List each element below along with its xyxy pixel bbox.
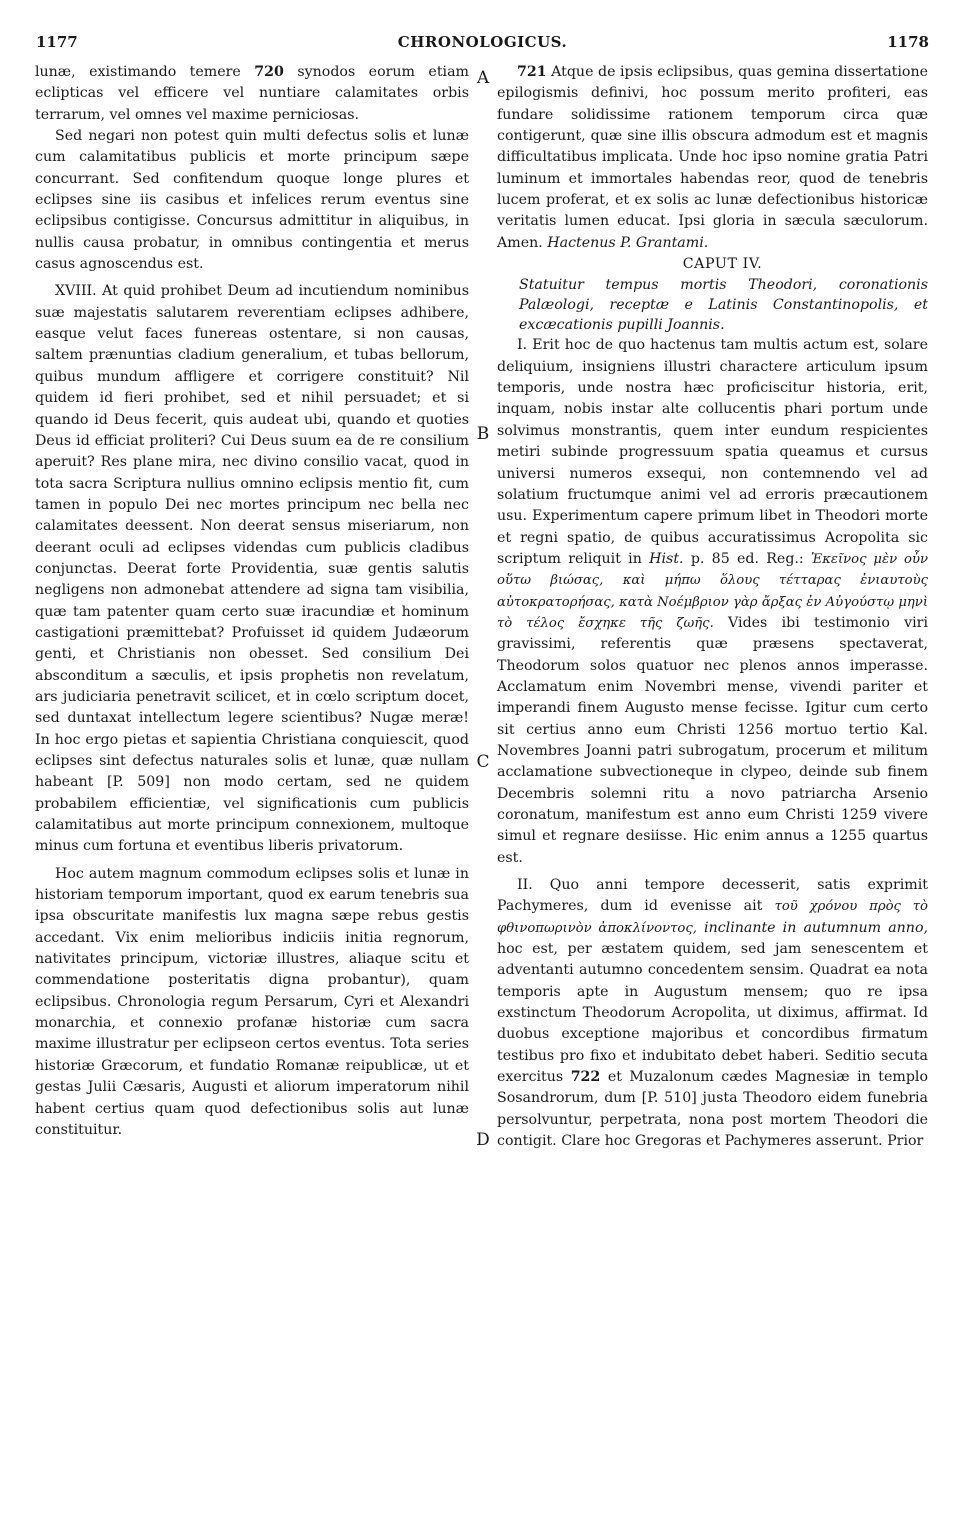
paragraph: 721 Atque de ipsis eclipsibus, quas gemina dissertatione epilogismis definivi, hoc possum merito profiteri, eas fundare solidissime rationem temporum circa quæ contigerunt, quæ sine illis obscura admodum est et magnis difficultatibus implicata. Unde hoc ipso nomine gratia Patri luminum et immortales habendas reor, quod de tenebris lucem proferat, et ex solis ac lunæ defectionibus historicæ veritatis lumen educat. Ipsi gloria in sæcula sæculorum. Amen. Hactenus P. Grantami. bbox=[497, 64, 928, 251]
margin-letter-a: A bbox=[476, 68, 490, 88]
chapter-summary: Statuitur tempus mortis Theodori, coronationis Palæologi, receptæ e Latinis Constantinopolis, et excæcationis pupilli Joannis. bbox=[519, 277, 928, 334]
marginal-number: 722 bbox=[570, 1069, 601, 1086]
page-number-right: 1178 bbox=[887, 33, 929, 51]
paragraph: Hoc autem magnum commodum eclipses solis et lunæ in historiam temporum important, quod ex earum tenebris sua ipsa obscuritate manifestis lux magna sæpe rebus gestis accedant. Vix enim melioribus indiciis initia regnorum, nativitates principum, victoriæ illustres, aliaque scitu et commendatione posteritatis digna probantur), quam eclipsibus. Chronologia regum Persarum, Cyri et Alexandri monarchia, et connexio profanæ historiæ cum sacra maxime illustratur per eclipseon certos eventus. Tota series historiæ Græcorum, et fundatio Romanæ reipublicæ, ut et gestas Julii Cæsaris, Augusti et aliorum imperatorum nihil habent certius quam quod defectionibus solis aut lunæ constituitur. bbox=[35, 865, 469, 1138]
greek-quotation: Ἐκεῖνος μὲν οὖν οὕτω βιώσας, καὶ μήπω ὅλους τέτταρας ἐνιαυτοὺς αὐτοκρατορήσας, κατὰ Νοέμβριον γὰρ ἄρξας ἐν Αὐγούστῳ μηνὶ τὸ τέλος ἔσχηκε τῆς ζωῆς. bbox=[497, 551, 929, 631]
margin-letter-d: D bbox=[476, 1130, 490, 1150]
marginal-number: 721 bbox=[517, 64, 547, 80]
margin-letter-c: C bbox=[476, 752, 490, 772]
running-title: CHRONOLOGICUS. bbox=[397, 33, 568, 51]
left-column bbox=[35, 62, 469, 1141]
marginal-number: 720 bbox=[254, 64, 284, 80]
greek-quotation: τοῦ χρόνου πρὸς τὸ φθινοπωρινὸν ἀποκλίνοντος, bbox=[497, 899, 928, 936]
paragraph-section-ii: II. Quo anni tempore decesserit, satis exprimit Pachymeres, dum id evenisse ait τοῦ χρόνου πρὸς τὸ φθινοπωρινὸν ἀποκλίνοντος, inclinante in autumnum anno, hoc est, per æstatem quidem, sed jam senescentem et adventanti autumno concedentem sensim. Quadrat ea nota temporis apte in Augustum mensem; quo re ipsa exstinctum Theodorum Acropolita, ut diximus, affirmat. Id duobus exceptione majoribus et concordibus firmatum testibus pro fixo et indubitato debet haberi. Seditio secuta exercitus 722 et Muzalonum cædes Magnesiæ in templo Sosandrorum, dum [P. 510] justa Theodoro eidem funebria persolvuntur, perpetrata, nona post mortem Theodori die contigit. Clare hoc Gregoras et Pachymeres asserunt. Prior bbox=[497, 877, 928, 1150]
chapter-title: CAPUT IV. bbox=[682, 256, 763, 273]
paragraph: lunæ, existimando temere 720 synodos eorum etiam eclipticas vel efficere vel nuntiare calamitates orbis terrarum, vel omnes vel maxime perniciosas. bbox=[35, 64, 469, 123]
right-column bbox=[497, 62, 928, 1153]
paragraph: Sed negari non potest quin multi defectus solis et lunæ cum calamitatibus publicis et morte principum sæpe concurrant. Sed confitendum quoque longe plures et eclipses sine iis casibus et infelices rerum eventus sine eclipsibus contigisse. Concursus admittitur in aliquibus, in nullis causa probatur, in omnibus contingentia et merus casus agnoscendus est. bbox=[35, 128, 469, 273]
page-header bbox=[36, 33, 929, 55]
paragraph-section-xviii: XVIII. At quid prohibet Deum ad incutiendum nominibus suæ majestatis salutarem reverentiam eclipses adhibere, easque velut faces funereas ostentare, si non causas, saltem prænuntias cladium generalium, et tubas bellorum, quibus mundum affligere et corrigere constituit? Nil quidem id fieri prohibet, sed et nihil persuadet; et si quando id Deus fecerit, quis audeat ubi, quando et quoties Deus id efficiat proliteri? Cui Deus suum ea de re consilium aperuit? Res plane mira, nec divino consilio vacat, quod in tota sacra Scriptura nullius omnino eclipsis mentio fit, cum tamen in populo Dei nec mortes principum nec bella nec calamitates deessent. Non deerat sensus miseriarum, non deerant oculi ad eclipses videndas cum publicis cladibus conjunctas. Deerat forte Providentia, suæ gentis salutis negligens non admonebat attendere ad signa tam visibilia, quæ tam patenter quam certo suæ iracundiæ et hominum castigationi præmittebat? Profuisset id quidem Judæorum genti, et Christianis non obesset. Sed consilium Dei absconditum a sæculis, et ipsis prophetis non revelatum, ars judiciaria penetravit scilicet, et in cœlo scriptum docet, sed duntaxat intellectum legere scientibus? Nugæ meræ! In hoc ergo pietas et sapientia Christiana conquiescit, quod eclipses sint defectus naturales solis et lunæ, quæ nullam habeant [P. 509] non modo certam, sed ne quidem probabilem efficientiæ, vel significationis cum publicis calamitatibus aut morte principum connexionem, multoque minus cum fortuna et eventibus liberis privatorum. bbox=[35, 283, 469, 855]
signature-note: Hactenus P. Grantami. bbox=[547, 234, 709, 251]
margin-letter-b: B bbox=[476, 424, 490, 444]
paragraph-section-i: I. Erit hoc de quo hactenus tam multis actum est, solare deliquium, insigniens illustri charactere articulum ipsum temporis, unde nostra hæc proficiscitur historia, erit, inquam, nobis instar alte collucentis phari portum unde solvimus monstrantis, quem inter eundum respicientes metiri subinde progressuum spatia queamus et cursus universi numeros exsequi, non contemnendo vel ad solatium fructumque animi vel ad erroris præcautionem usu. Experimentum capere primum libet in Theodori morte et regni spatio, de quibus accuratissimus Acropolita sic scriptum reliquit in Hist. p. 85 ed. Reg.: Ἐκεῖνος μὲν οὖν οὕτω βιώσας, καὶ μήπω ὅλους τέτταρας ἐνιαυτοὺς αὐτοκρατορήσας, κατὰ Νοέμβριον γὰρ ἄρξας ἐν Αὐγούστῳ μηνὶ τὸ τέλος ἔσχηκε τῆς ζωῆς. Vides ibi testimonio viri gravissimi, referentis quæ præsens spectaverat, Theodorum solos quatuor nec plenos annos imperasse. Acclamatum enim Novembri mense, vivendi pariter et imperandi finem Augusto mense fecisse. Igitur cum certo sit certius anno eum Christi 1256 mortuo tertio Kal. Novembres Joanni patri subrogatum, procerum et militum acclamatione subvectioneque in clypeo, deinde sub finem Decembris solemni ritu a novo patriarcha Arsenio coronatum, manifestum est anno eum Christi 1259 vivere simul et regnare desiisse. Hic enim annus a 1255 quartus est. bbox=[497, 337, 929, 866]
page-number-left: 1177 bbox=[36, 33, 78, 51]
